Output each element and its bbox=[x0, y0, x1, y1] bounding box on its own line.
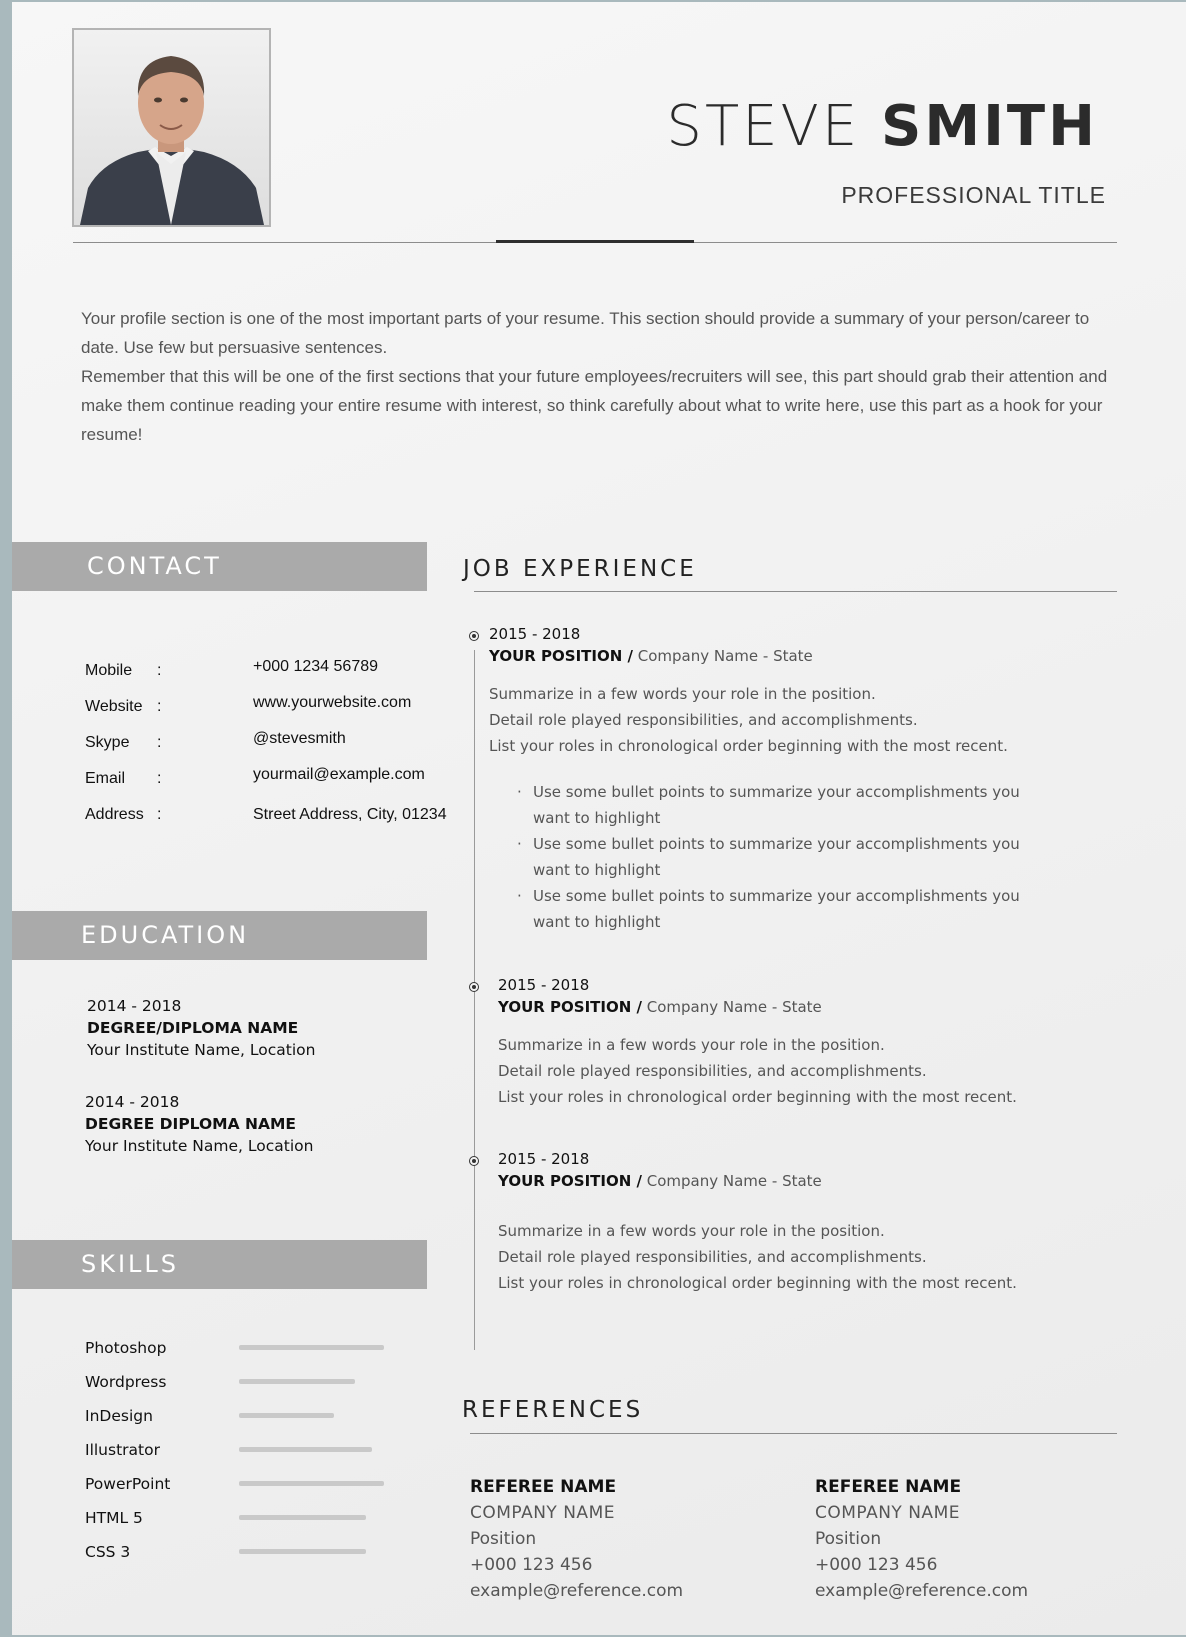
experience-timeline bbox=[474, 650, 475, 1350]
contact-separator: : bbox=[157, 734, 162, 751]
job-summary-line: Summarize in a few words your role in the position. bbox=[498, 1222, 885, 1240]
job-position: YOUR POSITION / bbox=[498, 1172, 642, 1190]
skill-level-bar bbox=[239, 1413, 334, 1418]
timeline-dot-icon bbox=[469, 982, 479, 992]
reference-entry bbox=[815, 1474, 1028, 1604]
job-years: 2015 - 2018 bbox=[498, 976, 590, 994]
skill-name: HTML 5 bbox=[85, 1509, 143, 1527]
education-degree: DEGREE/DIPLOMA NAME bbox=[87, 1019, 299, 1037]
job-position: YOUR POSITION / bbox=[489, 647, 633, 665]
contact-heading: CONTACT bbox=[12, 542, 427, 591]
job-position-line bbox=[489, 645, 1053, 667]
first-name: STEVE bbox=[666, 94, 861, 159]
skill-level-bar bbox=[239, 1345, 384, 1350]
education-degree: DEGREE DIPLOMA NAME bbox=[85, 1115, 296, 1133]
job-position: YOUR POSITION / bbox=[498, 998, 642, 1016]
skill-name: Wordpress bbox=[85, 1373, 167, 1391]
job-summary-line: List your roles in chronological order beginning with the most recent. bbox=[498, 1088, 1017, 1106]
contact-separator: : bbox=[157, 698, 162, 715]
referee-position: Position bbox=[470, 1529, 537, 1549]
reference-entry bbox=[470, 1474, 683, 1604]
contact-label: Website bbox=[85, 698, 143, 715]
job-summary-line: Summarize in a few words your role in the position. bbox=[498, 1036, 885, 1054]
last-name: SMITH bbox=[881, 94, 1098, 159]
referee-company: COMPANY NAME bbox=[815, 1503, 960, 1523]
timeline-dot-icon bbox=[469, 1156, 479, 1166]
job-summary bbox=[498, 1032, 1017, 1110]
job-position-line bbox=[498, 1170, 1017, 1192]
skill-level-bar bbox=[239, 1549, 366, 1554]
job-company: Company Name - State bbox=[632, 647, 813, 665]
contact-value: Street Address, City, 01234 bbox=[253, 806, 447, 823]
education-entry bbox=[85, 1091, 313, 1157]
references-heading: REFERENCES bbox=[462, 1397, 644, 1423]
references-divider bbox=[470, 1433, 1117, 1434]
contact-separator: : bbox=[157, 806, 162, 823]
job-entry bbox=[498, 1148, 1017, 1296]
job-years: 2015 - 2018 bbox=[489, 625, 581, 643]
job-entry bbox=[498, 974, 1017, 1110]
skill-name: Illustrator bbox=[85, 1441, 160, 1459]
job-bullet-list bbox=[489, 779, 1053, 935]
referee-name: REFEREE NAME bbox=[815, 1477, 962, 1497]
profile-paragraph: Your profile section is one of the most important parts of your resume. This section should provide a summary of your person/career to date. Use few but persuasive sentences. bbox=[81, 309, 1090, 357]
education-heading: EDUCATION bbox=[12, 911, 427, 960]
referee-email[interactable]: example@reference.com bbox=[815, 1581, 1029, 1601]
education-years: 2014 - 2018 bbox=[85, 1093, 180, 1111]
job-summary-line: Detail role played responsibilities, and accomplishments. bbox=[498, 1062, 927, 1080]
education-institute: Your Institute Name, Location bbox=[85, 1137, 314, 1155]
contact-label: Email bbox=[85, 770, 126, 787]
job-summary-line: List your roles in chronological order beginning with the most recent. bbox=[489, 737, 1008, 755]
education-years: 2014 - 2018 bbox=[87, 997, 182, 1015]
education-entry bbox=[87, 995, 315, 1061]
skill-name: CSS 3 bbox=[85, 1543, 131, 1561]
skill-name: Photoshop bbox=[85, 1339, 167, 1357]
contact-value[interactable]: yourmail@example.com bbox=[253, 766, 425, 783]
job-position-line bbox=[498, 996, 1017, 1018]
job-years: 2015 - 2018 bbox=[498, 1150, 590, 1168]
skill-level-bar bbox=[239, 1481, 384, 1486]
job-bullet: · Use some bullet points to summarize your accomplishments you want to highlight bbox=[533, 779, 1053, 831]
job-bullet: · Use some bullet points to summarize your accomplishments you want to highlight bbox=[533, 831, 1053, 883]
professional-title: PROFESSIONAL TITLE bbox=[841, 182, 1106, 208]
skill-level-bar bbox=[239, 1515, 366, 1520]
timeline-dot-icon bbox=[469, 631, 479, 641]
job-summary bbox=[498, 1218, 1017, 1296]
job-company: Company Name - State bbox=[641, 1172, 822, 1190]
job-summary bbox=[489, 681, 1053, 759]
job-summary-line: List your roles in chronological order beginning with the most recent. bbox=[498, 1274, 1017, 1292]
skill-name: InDesign bbox=[85, 1407, 153, 1425]
skill-level-bar bbox=[239, 1447, 372, 1452]
contact-label: Skype bbox=[85, 734, 130, 751]
resume-page bbox=[12, 2, 1186, 1635]
referee-phone: +000 123 456 bbox=[470, 1555, 593, 1575]
profile-paragraph: Remember that this will be one of the first sections that your future employees/recruiters will see, this part should grab their attention and make them continue reading your entire resume with interest, so think carefully about what to write here, use this part as a hook for your resume! bbox=[81, 367, 1108, 444]
experience-heading: JOB EXPERIENCE bbox=[463, 556, 697, 582]
job-summary-line: Detail role played responsibilities, and accomplishments. bbox=[489, 711, 918, 729]
job-company: Company Name - State bbox=[641, 998, 822, 1016]
referee-phone: +000 123 456 bbox=[815, 1555, 938, 1575]
contact-separator: : bbox=[157, 662, 162, 679]
skills-heading: SKILLS bbox=[12, 1240, 427, 1289]
contact-value[interactable]: @stevesmith bbox=[253, 730, 346, 747]
candidate-name bbox=[666, 94, 1098, 159]
contact-separator: : bbox=[157, 770, 162, 787]
referee-company: COMPANY NAME bbox=[470, 1503, 615, 1523]
contact-label: Address bbox=[85, 806, 144, 823]
job-entry bbox=[489, 623, 1053, 935]
profile-photo bbox=[72, 28, 271, 227]
contact-value[interactable]: +000 1234 56789 bbox=[253, 658, 379, 675]
contact-label: Mobile bbox=[85, 662, 133, 679]
skill-level-bar bbox=[239, 1379, 355, 1384]
job-summary-line: Detail role played responsibilities, and accomplishments. bbox=[498, 1248, 927, 1266]
skill-name: PowerPoint bbox=[85, 1475, 171, 1493]
job-bullet: · Use some bullet points to summarize your accomplishments you want to highlight bbox=[533, 883, 1053, 935]
referee-name: REFEREE NAME bbox=[470, 1477, 617, 1497]
education-institute: Your Institute Name, Location bbox=[87, 1041, 316, 1059]
referee-email[interactable]: example@reference.com bbox=[470, 1581, 684, 1601]
referee-position: Position bbox=[815, 1529, 882, 1549]
contact-value[interactable]: www.yourwebsite.com bbox=[253, 694, 412, 711]
job-summary-line: Summarize in a few words your role in the position. bbox=[489, 685, 876, 703]
header-divider-accent bbox=[496, 240, 694, 243]
profile-summary bbox=[81, 304, 1117, 449]
experience-divider bbox=[474, 591, 1117, 592]
